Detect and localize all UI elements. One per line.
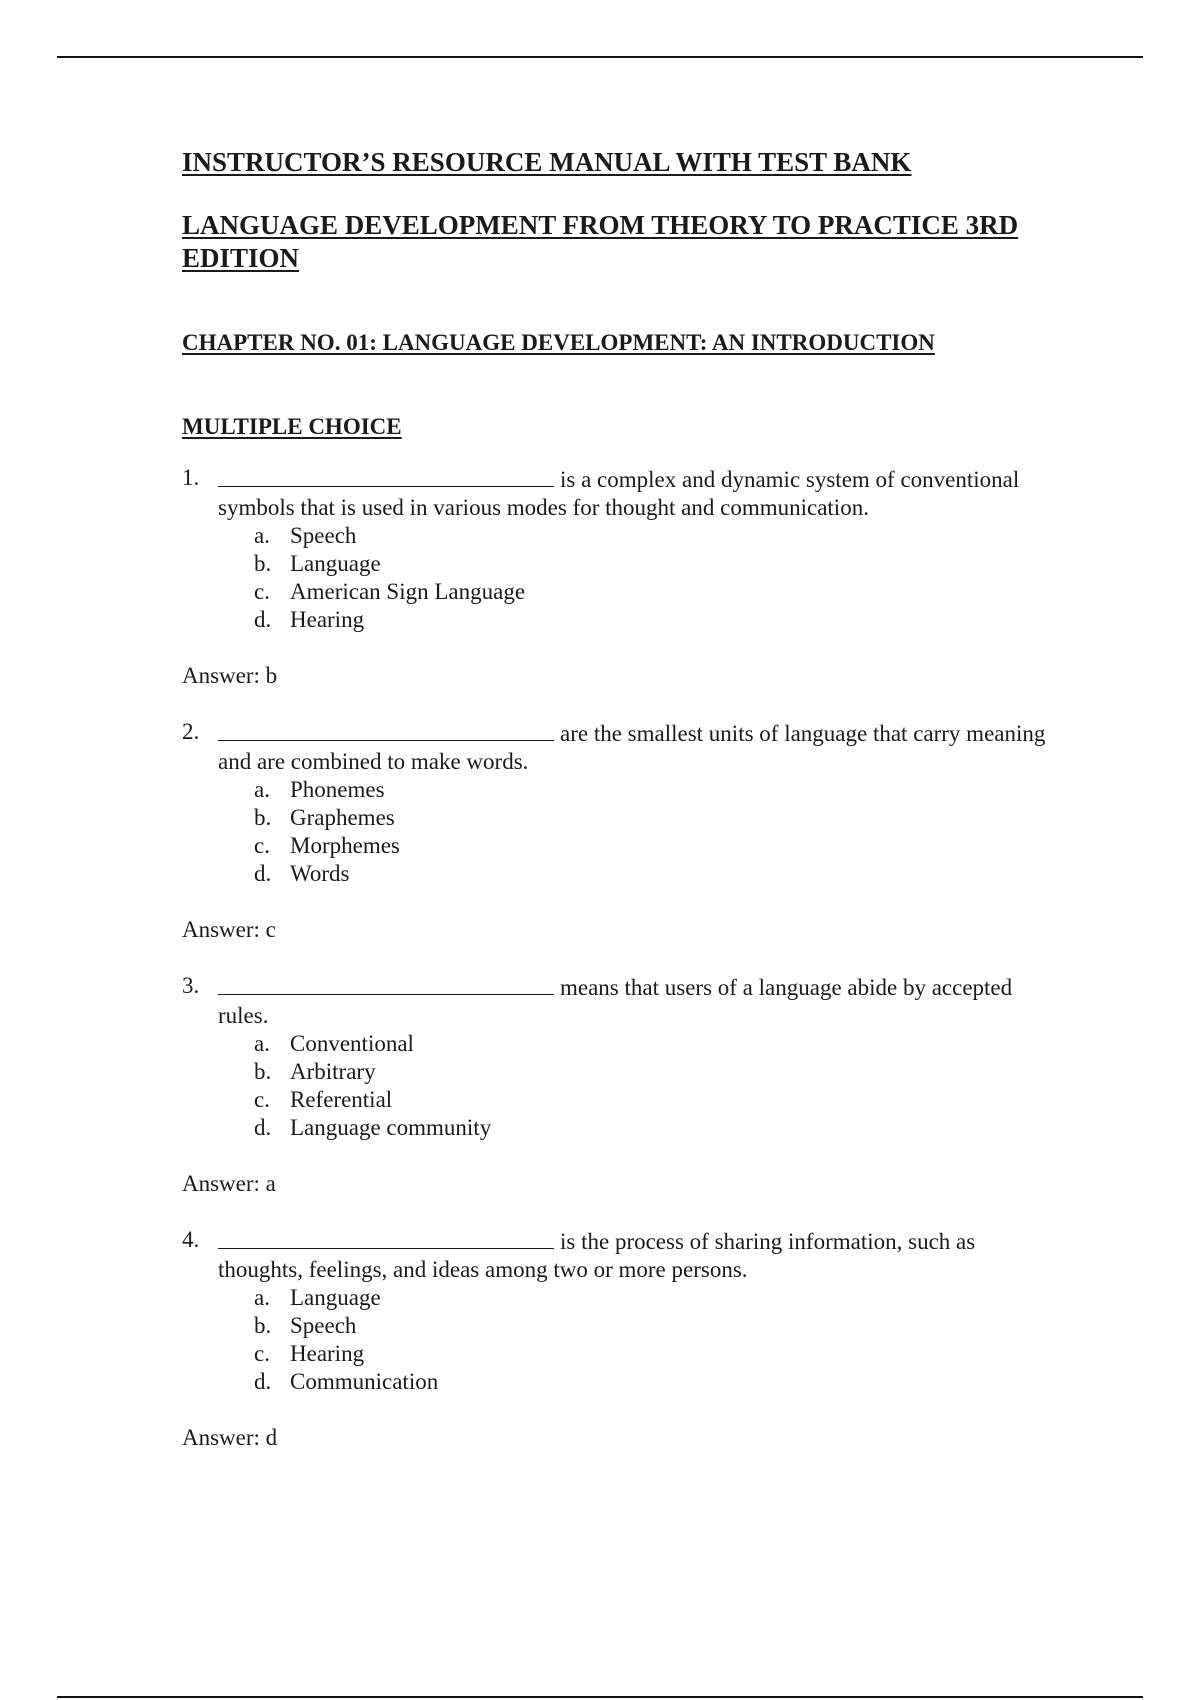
question-stem (218, 464, 1062, 522)
option-c (254, 832, 1062, 860)
option-letter: b. (254, 1313, 272, 1338)
question-1 (182, 464, 1062, 690)
option-text: Speech (290, 523, 357, 548)
option-d (254, 1114, 1062, 1142)
option-text: Language community (290, 1115, 492, 1140)
option-a (254, 1030, 1062, 1058)
option-letter: c. (254, 579, 270, 604)
option-text: Arbitrary (290, 1059, 376, 1084)
option-d (254, 860, 1062, 888)
answer-key: Answer: b (182, 663, 278, 688)
question-stem (218, 1226, 1062, 1284)
option-b (254, 550, 1062, 578)
option-letter: b. (254, 805, 272, 830)
answer-key: Answer: d (182, 1425, 278, 1450)
answer-key: Answer: a (182, 1171, 276, 1196)
option-letter: c. (254, 1341, 270, 1366)
question-number: 1. (182, 465, 200, 490)
option-text: Language (290, 551, 381, 576)
option-list (254, 522, 1062, 634)
question-number: 3. (182, 973, 200, 998)
option-list (254, 1284, 1062, 1396)
option-a (254, 1284, 1062, 1312)
answer-blank (218, 972, 554, 995)
option-c (254, 1340, 1062, 1368)
answer-blank (218, 1226, 554, 1249)
question-text: is the process of sharing information, such as thoughts, feelings, and ideas among two or more persons. (218, 1229, 976, 1282)
option-letter: d. (254, 1369, 272, 1394)
option-b (254, 804, 1062, 832)
document-title: INSTRUCTOR’S RESOURCE MANUAL WITH TEST BANK (182, 147, 912, 177)
book-title: LANGUAGE DEVELOPMENT FROM THEORY TO PRACTICE 3RD EDITION (182, 210, 1019, 273)
option-list (254, 1030, 1062, 1142)
bottom-rule (57, 1696, 1143, 1698)
question-stem (218, 718, 1062, 776)
option-text: American Sign Language (290, 579, 526, 604)
option-text: Morphemes (290, 833, 400, 858)
top-rule (57, 56, 1143, 58)
option-text: Words (290, 861, 350, 886)
option-a (254, 522, 1062, 550)
option-d (254, 606, 1062, 634)
option-text: Graphemes (290, 805, 395, 830)
question-3 (182, 972, 1062, 1198)
answer-key: Answer: c (182, 917, 276, 942)
option-c (254, 1086, 1062, 1114)
option-text: Hearing (290, 607, 365, 632)
section-heading: MULTIPLE CHOICE (182, 414, 402, 439)
question-stem (218, 972, 1062, 1030)
option-letter: a. (254, 777, 270, 802)
option-letter: d. (254, 607, 272, 632)
option-c (254, 578, 1062, 606)
option-letter: b. (254, 551, 272, 576)
option-text: Phonemes (290, 777, 385, 802)
option-letter: c. (254, 1087, 270, 1112)
option-b (254, 1058, 1062, 1086)
answer-blank (218, 464, 554, 487)
option-text: Speech (290, 1313, 357, 1338)
question-text: is a complex and dynamic system of conventional symbols that is used in various modes for thought and communication. (218, 467, 1020, 520)
option-text: Hearing (290, 1341, 365, 1366)
question-2 (182, 718, 1062, 944)
option-text: Conventional (290, 1031, 414, 1056)
question-text: are the smallest units of language that carry meaning and are combined to make words. (218, 721, 1046, 774)
question-4 (182, 1226, 1062, 1452)
option-letter: a. (254, 523, 270, 548)
option-letter: a. (254, 1031, 270, 1056)
option-d (254, 1368, 1062, 1396)
option-b (254, 1312, 1062, 1340)
question-number: 2. (182, 719, 200, 744)
option-list (254, 776, 1062, 888)
option-text: Referential (290, 1087, 393, 1112)
option-text: Language (290, 1285, 381, 1310)
option-text: Communication (290, 1369, 439, 1394)
option-letter: b. (254, 1059, 272, 1084)
question-text: means that users of a language abide by accepted rules. (218, 975, 1013, 1028)
page-content (182, 146, 1062, 1480)
option-letter: d. (254, 861, 272, 886)
chapter-heading: CHAPTER NO. 01: LANGUAGE DEVELOPMENT: AN INTRODUCTION (182, 330, 935, 355)
question-number: 4. (182, 1227, 200, 1252)
option-letter: c. (254, 833, 270, 858)
option-a (254, 776, 1062, 804)
option-letter: d. (254, 1115, 272, 1140)
option-letter: a. (254, 1285, 270, 1310)
answer-blank (218, 718, 554, 741)
